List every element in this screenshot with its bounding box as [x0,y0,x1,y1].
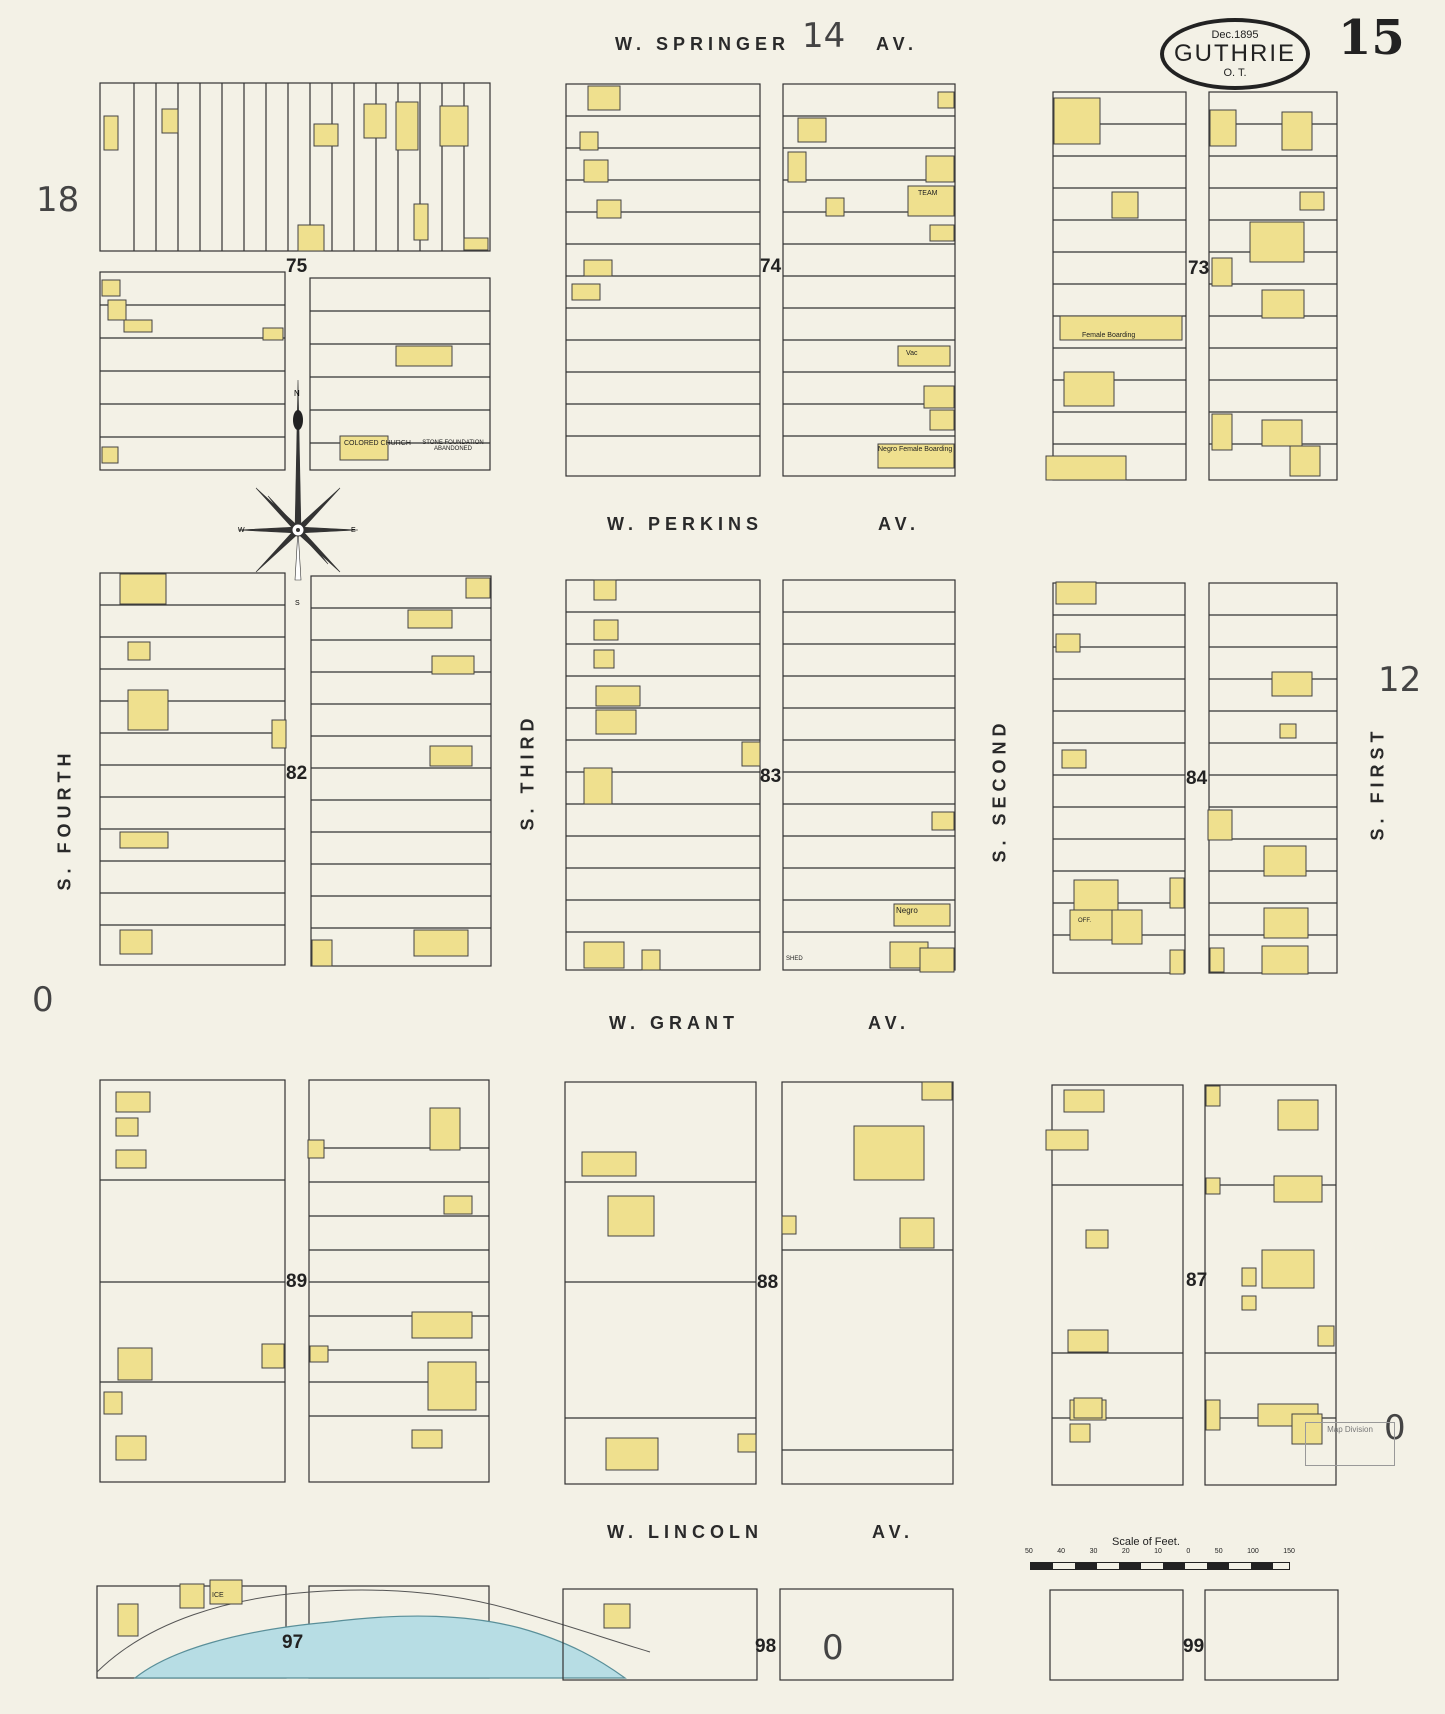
buildings-layer [102,86,1334,1636]
scale-tick: 40 [1057,1548,1066,1555]
scale-tick: 150 [1283,1548,1295,1555]
label-team: TEAM [918,190,938,197]
block-number-87: 87 [1186,1270,1208,1291]
compass-north: N [294,389,300,398]
scale-tick: 20 [1121,1548,1130,1555]
label-vac: Vac [906,350,918,357]
block-number-99: 99 [1183,1636,1205,1657]
compass-south: S [295,600,300,607]
scale-tick: 30 [1089,1548,1098,1555]
scale-tick: 100 [1247,1548,1259,1555]
edge-number-bottom: 0 [822,1628,844,1668]
edge-number-left: 18 [36,180,80,220]
edge-number-top: 14 [802,16,846,56]
street-springer: W. SPRINGER [615,34,791,54]
block-number-75: 75 [286,256,308,277]
street-grant: W. GRANT [609,1013,739,1033]
label-ice: ICE [212,1592,224,1599]
block-number-89: 89 [286,1271,308,1292]
map-city: GUTHRIE [1174,40,1296,67]
compass-west: W [238,527,245,534]
label-colored-church: COLORED CHURCH [344,440,411,447]
compass-east: E [351,527,356,534]
block-number-82: 82 [286,763,308,784]
block-number-84: 84 [1186,768,1208,789]
label-stone-foundation: STONE FOUNDATION ABANDONED [422,440,484,452]
scale-ticks [1025,1548,1295,1555]
block-number-73: 73 [1188,258,1210,279]
street-lincoln: W. LINCOLN [607,1522,763,1542]
label-female-boarding: Female Boarding [1082,332,1136,339]
street-first: S. FIRST [1367,726,1388,841]
block-99 [1050,1590,1338,1680]
block-75-north [100,83,490,251]
block-number-97: 97 [282,1632,304,1653]
street-lincoln-av: AV. [872,1522,915,1542]
scale-bar [1030,1562,1290,1570]
map-date: Dec.1895 [1211,29,1259,41]
street-perkins: W. PERKINS [607,514,764,534]
street-springer-av: AV. [876,34,919,54]
label-negro: Negro [896,906,918,915]
street-fourth: S. FOURTH [54,748,75,891]
creek [135,1616,625,1678]
street-perkins-av: AV. [878,514,921,534]
scale-tick: 50 [1025,1548,1033,1555]
street-grant-av: AV. [868,1013,911,1033]
title-cartouche [1160,18,1310,90]
block-number-74: 74 [760,256,782,277]
library-stamp: Map Division [1305,1422,1395,1466]
block-74 [566,84,955,476]
scale-tick: 10 [1154,1548,1162,1555]
block-98 [563,1589,953,1680]
label-off: OFF. [1078,918,1091,924]
sheet-number: 15 [1338,10,1405,66]
street-third: S. THIRD [517,713,538,831]
scale-label: Scale of Feet. [1112,1536,1180,1548]
block-number-83: 83 [760,766,782,787]
block-number-88: 88 [757,1272,779,1293]
scale-tick: 50 [1214,1548,1223,1555]
map-state: O. T. [1223,67,1247,79]
compass-rose [238,380,358,610]
label-shed: SHED [786,956,803,962]
edge-number-right: 12 [1378,660,1422,700]
edge-number-left-lower: 0 [32,980,54,1020]
label-negro-female-boarding: Negro Female Boarding [878,446,953,453]
scale-tick: 0 [1186,1548,1191,1555]
street-second: S. SECOND [989,718,1010,863]
edge-number-right-lower: 0 [1384,1408,1406,1448]
block-number-98: 98 [755,1636,777,1657]
